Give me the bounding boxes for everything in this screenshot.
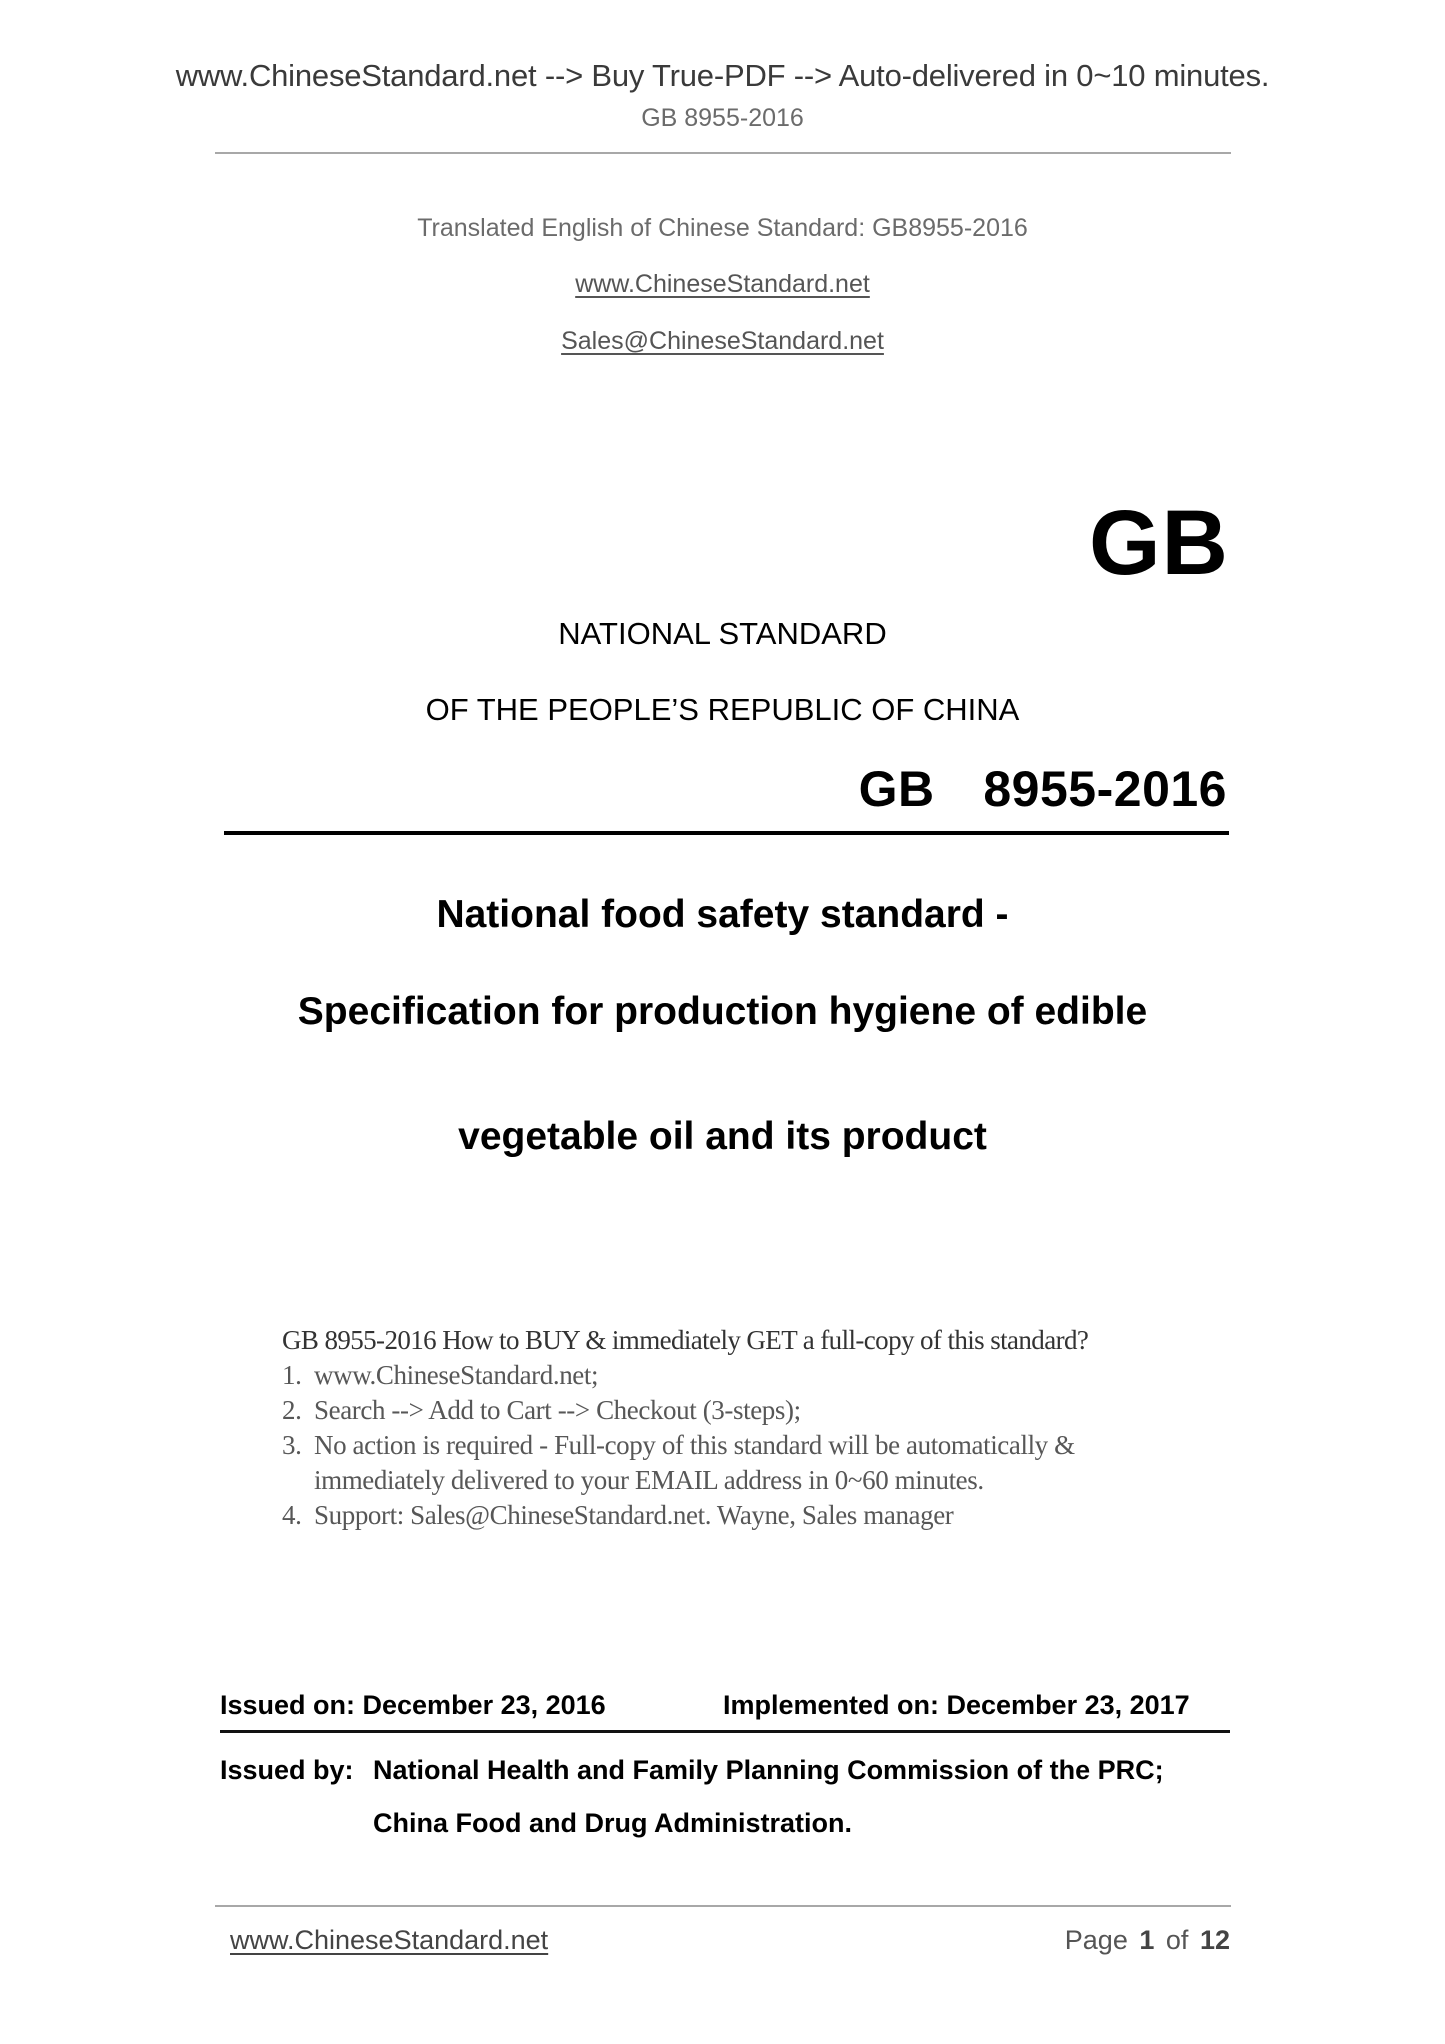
header-divider <box>215 152 1231 154</box>
title-line-3: vegetable oil and its product <box>458 1115 987 1158</box>
title-line-1: National food safety standard - <box>436 893 1009 936</box>
page-label: Page <box>1064 1925 1128 1955</box>
title-line-2: Specification for production hygiene of edible <box>297 990 1148 1033</box>
header-banner: www.ChineseStandard.net --> Buy True-PDF --> Auto-delivered in 0~10 minutes. <box>175 58 1270 93</box>
issuer-1: National Health and Family Planning Commission of the PRC; <box>373 1755 1164 1785</box>
standard-number: GB 8955-2016 <box>858 761 1227 817</box>
page-indicator <box>1065 1925 1230 1956</box>
page-of: of <box>1165 1925 1189 1955</box>
header-doc-code: GB 8955-2016 <box>641 104 804 132</box>
email-line <box>0 327 1445 356</box>
purchase-steps <box>282 1358 1164 1533</box>
website-link[interactable]: www.ChineseStandard.net <box>575 270 870 298</box>
implemented-on-date: Implemented on: December 23, 2017 <box>723 1690 1190 1720</box>
gb-logo: GB <box>1089 492 1229 594</box>
purchase-instructions <box>282 1322 1164 1533</box>
page-total: 12 <box>1199 1925 1230 1955</box>
step-text: No action is required - Full-copy of this standard will be automatically & immediately delivered to your EMAIL address in 0~60 minutes. <box>314 1430 1075 1495</box>
page-current: 1 <box>1139 1925 1155 1955</box>
footer-divider <box>215 1905 1231 1907</box>
issuer-2: China Food and Drug Administration. <box>373 1808 852 1838</box>
issued-by-label: Issued by: <box>220 1755 354 1785</box>
purchase-step <box>282 1428 1164 1498</box>
translated-label: Translated English of Chinese Standard: GB8955-2016 <box>417 214 1028 242</box>
national-standard-line: NATIONAL STANDARD <box>558 616 887 651</box>
issued-on-date: Issued on: December 23, 2016 <box>220 1690 606 1720</box>
purchase-step <box>282 1498 1164 1533</box>
purchase-step <box>282 1358 1164 1393</box>
step-text: Support: Sales@ChineseStandard.net. Wayne, Sales manager <box>314 1500 954 1530</box>
step-number: 1. <box>282 1360 302 1390</box>
dates-divider <box>220 1730 1230 1733</box>
prc-line: OF THE PEOPLE’S REPUBLIC OF CHINA <box>425 692 1020 727</box>
step-text: www.ChineseStandard.net; <box>314 1360 599 1390</box>
purchase-heading: GB 8955-2016 How to BUY & immediately GET a full-copy of this standard? <box>282 1325 1089 1355</box>
step-number: 3. <box>282 1430 302 1460</box>
title-divider <box>224 831 1229 835</box>
step-number: 4. <box>282 1500 302 1530</box>
email-link[interactable]: Sales@ChineseStandard.net <box>561 327 884 355</box>
step-number: 2. <box>282 1395 302 1425</box>
purchase-step <box>282 1393 1164 1428</box>
step-text: Search --> Add to Cart --> Checkout (3-steps); <box>314 1395 801 1425</box>
footer-website-link[interactable]: www.ChineseStandard.net <box>230 1925 549 1955</box>
website-line <box>0 270 1445 299</box>
